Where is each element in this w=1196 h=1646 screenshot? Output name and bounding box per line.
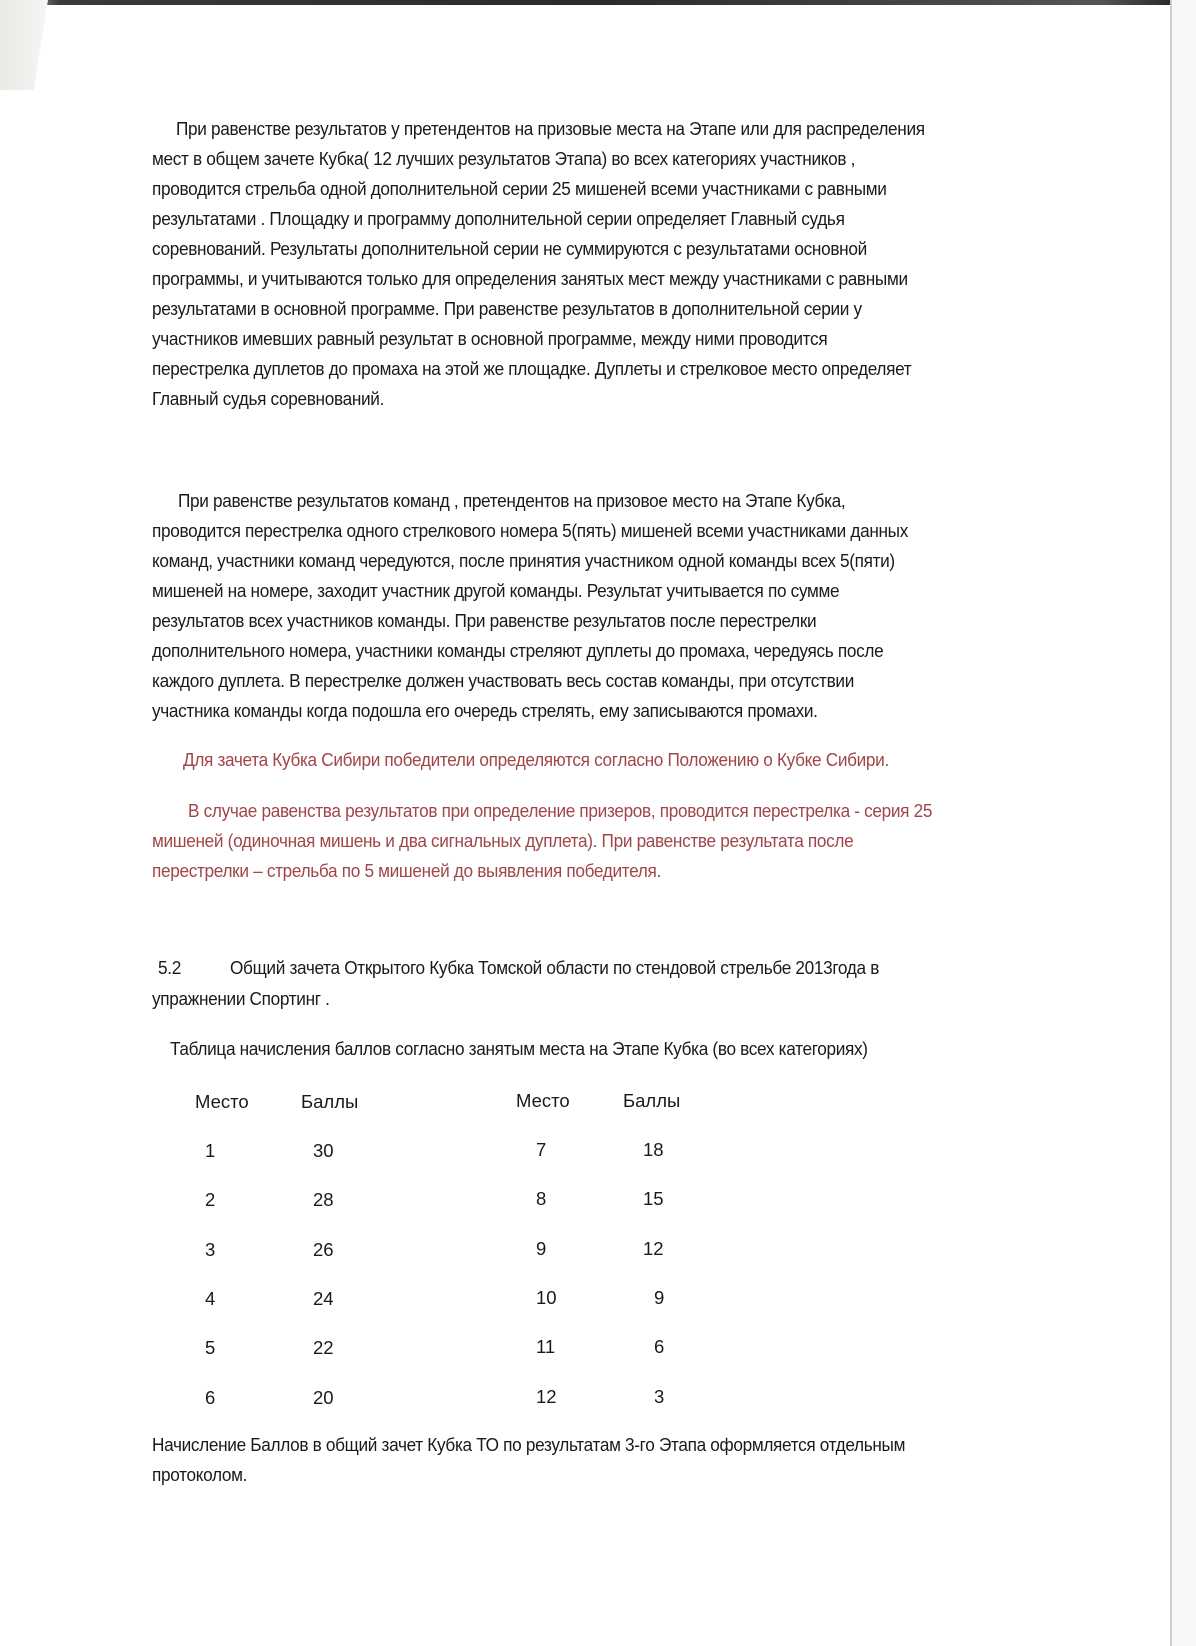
text-line: мишеней (одиночная мишень и два сигнальных дуплета). При равенстве результата после xyxy=(152,830,854,851)
text-line: мест в общем зачете Кубка( 12 лучших результатов Этапа) во всех категориях участников , xyxy=(152,148,856,169)
header-points-right: Баллы xyxy=(623,1090,681,1111)
text-line: результатами . Площадку и программу дополнительной серии определяет Главный судья xyxy=(152,208,845,229)
cell-place: 1 xyxy=(205,1140,216,1161)
cell-points: 15 xyxy=(643,1188,664,1209)
cell-place: 5 xyxy=(205,1337,216,1358)
cell-place: 6 xyxy=(205,1387,216,1408)
cell-points: 3 xyxy=(654,1386,665,1407)
section-title-continued: упражнении Спортинг . xyxy=(152,988,330,1009)
cell-place: 4 xyxy=(205,1288,216,1309)
text-line: программы, и учитываются только для определения занятых мест между участниками с равными xyxy=(152,268,908,289)
cell-points: 30 xyxy=(313,1140,334,1161)
cell-place: 7 xyxy=(536,1139,547,1160)
cell-place: 2 xyxy=(205,1189,216,1210)
text-line: проводится перестрелка одного стрелкового номера 5(пять) мишеней всеми участниками данных xyxy=(152,520,908,541)
text-line: При равенстве результатов у претендентов на призовые места на Этапе или для распределения xyxy=(176,118,925,139)
scan-right-margin xyxy=(1172,0,1196,1646)
header-points-left: Баллы xyxy=(301,1091,359,1112)
siberia-cup-note: Для зачета Кубка Сибири победители определяются согласно Положению о Кубке Сибири. xyxy=(183,749,889,770)
cell-place: 9 xyxy=(536,1238,547,1259)
cell-points: 28 xyxy=(313,1189,334,1210)
text-line: При равенстве результатов команд , претендентов на призовое место на Этапе Кубка, xyxy=(178,490,846,511)
cell-points: 9 xyxy=(654,1287,665,1308)
cell-points: 26 xyxy=(313,1239,334,1260)
cell-points: 20 xyxy=(313,1387,334,1408)
text-line: перестрелка дуплетов до промаха на этой же площадке. Дуплеты и стрелковое место определяет xyxy=(152,358,912,379)
text-line: проводится стрельба одной дополнительной серии 25 мишеней всеми участниками с равными xyxy=(152,178,887,199)
scan-corner-shade xyxy=(0,0,48,90)
cell-place: 8 xyxy=(536,1188,547,1209)
cell-points: 12 xyxy=(643,1238,664,1259)
text-line: результатов всех участников команды. При равенстве результатов после перестрелки xyxy=(152,610,817,631)
text-line: каждого дуплета. В перестрелке должен участвовать весь состав команды, при отсутствии xyxy=(152,670,854,691)
scan-top-edge xyxy=(0,0,1196,5)
text-line: Главный судья соревнований. xyxy=(152,388,385,409)
cell-points: 24 xyxy=(313,1288,334,1309)
table-caption: Таблица начисления баллов согласно занятым места на Этапе Кубка (во всех категориях) xyxy=(170,1038,868,1059)
text-line: соревнований. Результаты дополнительной серии не суммируются с результатами основной xyxy=(152,238,867,259)
cell-place: 3 xyxy=(205,1239,216,1260)
text-line: протоколом. xyxy=(152,1464,248,1485)
text-line: перестрелки – стрельба по 5 мишеней до выявления победителя. xyxy=(152,860,661,881)
text-line: В случае равенства результатов при определение призеров, проводится перестрелка - серия 25 xyxy=(188,800,933,821)
text-line: дополнительного номера, участники команды стреляют дуплеты до промаха, чередуясь после xyxy=(152,640,884,661)
text-line: участников имевших равный результат в основной программе, между ними проводится xyxy=(152,328,828,349)
section-title: Общий зачета Открытого Кубка Томской области по стендовой стрельбе 2013года в xyxy=(230,957,880,978)
text-line: участника команды когда подошла его очередь стрелять, ему записываются промахи. xyxy=(152,700,818,721)
cell-points: 18 xyxy=(643,1139,664,1160)
header-place-left: Место xyxy=(195,1091,249,1112)
cell-points: 6 xyxy=(654,1336,665,1357)
text-line: результатами в основной программе. При равенстве результатов в дополнительной серии у xyxy=(152,298,862,319)
cell-place: 11 xyxy=(536,1336,556,1357)
cell-place: 12 xyxy=(536,1386,557,1407)
cell-place: 10 xyxy=(536,1287,557,1308)
cell-points: 22 xyxy=(313,1337,334,1358)
text-line: мишеней на номере, заходит участник другой команды. Результат учитывается по сумме xyxy=(152,580,840,601)
header-place-right: Место xyxy=(516,1090,570,1111)
page-right-edge xyxy=(1170,0,1172,1646)
section-number: 5.2 xyxy=(158,957,181,978)
text-line: Начисление Баллов в общий зачет Кубка ТО по результатам 3-го Этапа оформляется отдельным xyxy=(152,1434,906,1455)
text-line: команд, участники команд чередуются, после принятия участником одной команды всех 5(пяти) xyxy=(152,550,895,571)
